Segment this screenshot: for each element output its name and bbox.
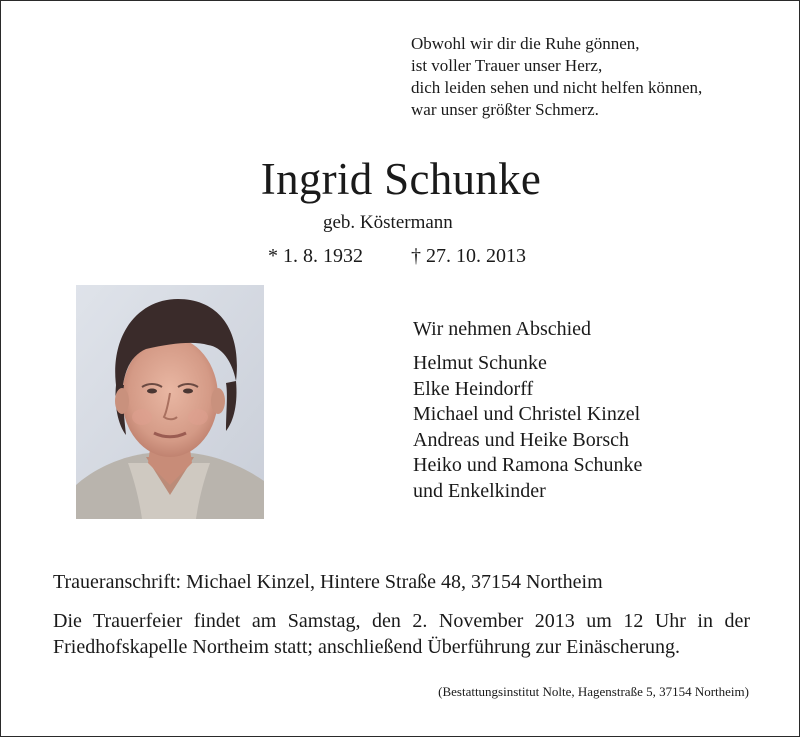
poem-line: ist voller Trauer unser Herz, xyxy=(411,56,603,75)
farewell-intro: Wir nehmen Abschied xyxy=(413,318,592,340)
death-date: † 27. 10. 2013 xyxy=(411,245,526,267)
mourning-address: Traueranschrift: Michael Kinzel, Hintere Straße 48, 37154 Northeim xyxy=(53,571,603,593)
family-member: Heiko und Ramona Schunke xyxy=(413,454,643,477)
deceased-name: Ingrid Schunke xyxy=(260,154,542,204)
maiden-name: geb. Köstermann xyxy=(323,212,453,233)
poem-line: dich leiden sehen und nicht helfen können, xyxy=(411,78,703,97)
family-member: und Enkelkinder xyxy=(413,479,546,502)
poem-line: Obwohl wir dir die Ruhe gönnen, xyxy=(411,34,640,53)
family-member: Elke Heindorff xyxy=(413,377,534,400)
family-member: Michael und Christel Kinzel xyxy=(413,403,641,426)
family-member: Helmut Schunke xyxy=(413,352,547,374)
family-member: Andreas und Heike Borsch xyxy=(413,428,630,451)
poem-line: war unser größter Schmerz. xyxy=(411,100,599,119)
portrait-photo xyxy=(76,285,264,519)
birth-date: * 1. 8. 1932 xyxy=(268,245,363,267)
family-mourners xyxy=(413,316,642,505)
funeral-home-info: (Bestattungsinstitut Nolte, Hagenstraße 5, 37154 Northeim) xyxy=(438,684,749,699)
memorial-poem xyxy=(411,33,702,121)
ceremony-details: Die Trauerfeier findet am Samstag, den 2. November 2013 um 12 Uhr in der Friedhofskapelle Northeim statt; anschließend Überführung zur Einäscherung. xyxy=(53,610,750,658)
